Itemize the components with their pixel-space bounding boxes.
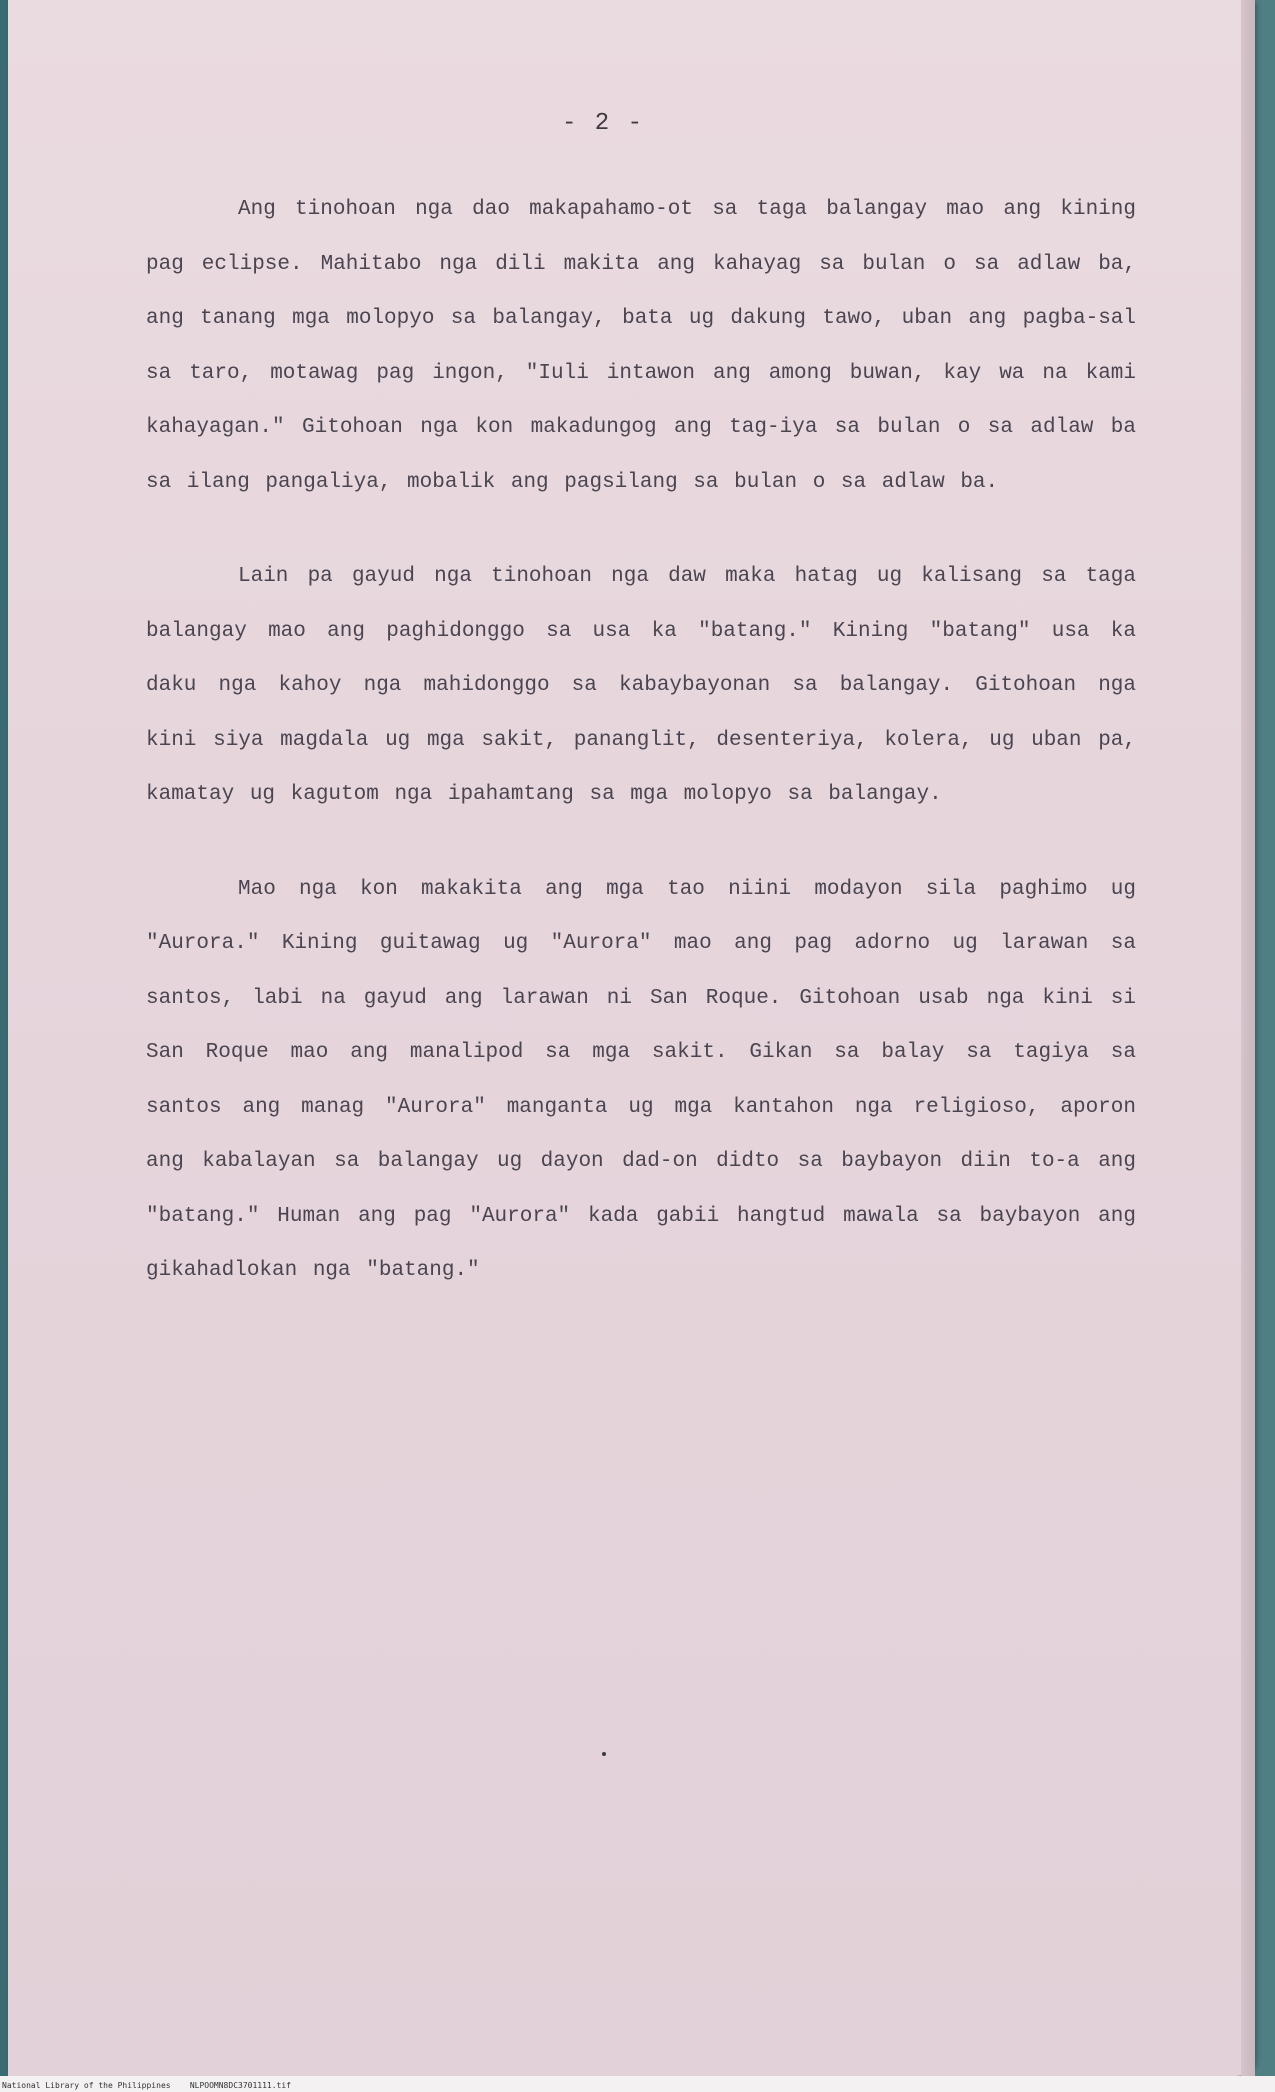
paragraph-batang: Lain pa gayud nga tinohoan nga daw maka hatag ug kalisang sa taga balangay mao ang paghidonggo sa usa ka "batang." Kining "batang" usa ka daku nga kahoy nga mahidonggo sa kabaybayonan sa balangay. Gitohoan nga kini siya magdala ug mga sakit, pananglit, desenteriya, kolera, ug uban pa, kamatay ug kagutom nga ipahamtang sa mga molopyo sa balangay. xyxy=(146,565,1136,806)
page-number: - 2 - xyxy=(561,110,644,137)
document-page xyxy=(8,0,1255,2076)
paragraph-aurora: Mao nga kon makakita ang mga tao niini modayon sila paghimo ug "Aurora." Kining guitawag ug "Aurora" mao ang pag adorno ug larawan sa santos, labi na gayud ang larawan ni San Roque. Gitohoan usab nga kini si San Roque mao ang manalipod sa mga sakit. Gikan sa balay sa tagiya sa santos ang manag "Aurora" manganta ug mga kantahon nga religioso, aporon ang kabalayan sa balangay ug dayon dad-on didto sa baybayon diin to-a ang "batang." Human ang pag "Aurora" kada gabii hangtud mawala sa baybayon ang gikahadlokan nga "batang." xyxy=(146,877,1136,1282)
ink-dot xyxy=(602,1752,606,1756)
footer-strip xyxy=(0,2076,1275,2092)
paragraph-eclipse: Ang tinohoan nga dao makapahamo-ot sa taga balangay mao ang kining pag eclipse. Mahitabo nga dili makita ang kahayag sa bulan o sa adlaw ba, ang tanang mga molopyo sa balangay, bata ug dakung tawo, uban ang pagba-sal sa taro, motawag pag ingon, "Iuli intawon ang among buwan, kay wa na kami kahayagan." Gitohoan nga kon makadungog ang tag-iya sa bulan o sa adlaw ba sa ilang pangaliya, mobalik ang pagsilang sa bulan o sa adlaw ba. xyxy=(146,198,1136,494)
footer-caption: National Library of the Philippines NLPOOMN8DC3701111.tif xyxy=(2,2081,291,2090)
page-edge xyxy=(1241,0,1255,2076)
body-text xyxy=(146,183,1136,1339)
